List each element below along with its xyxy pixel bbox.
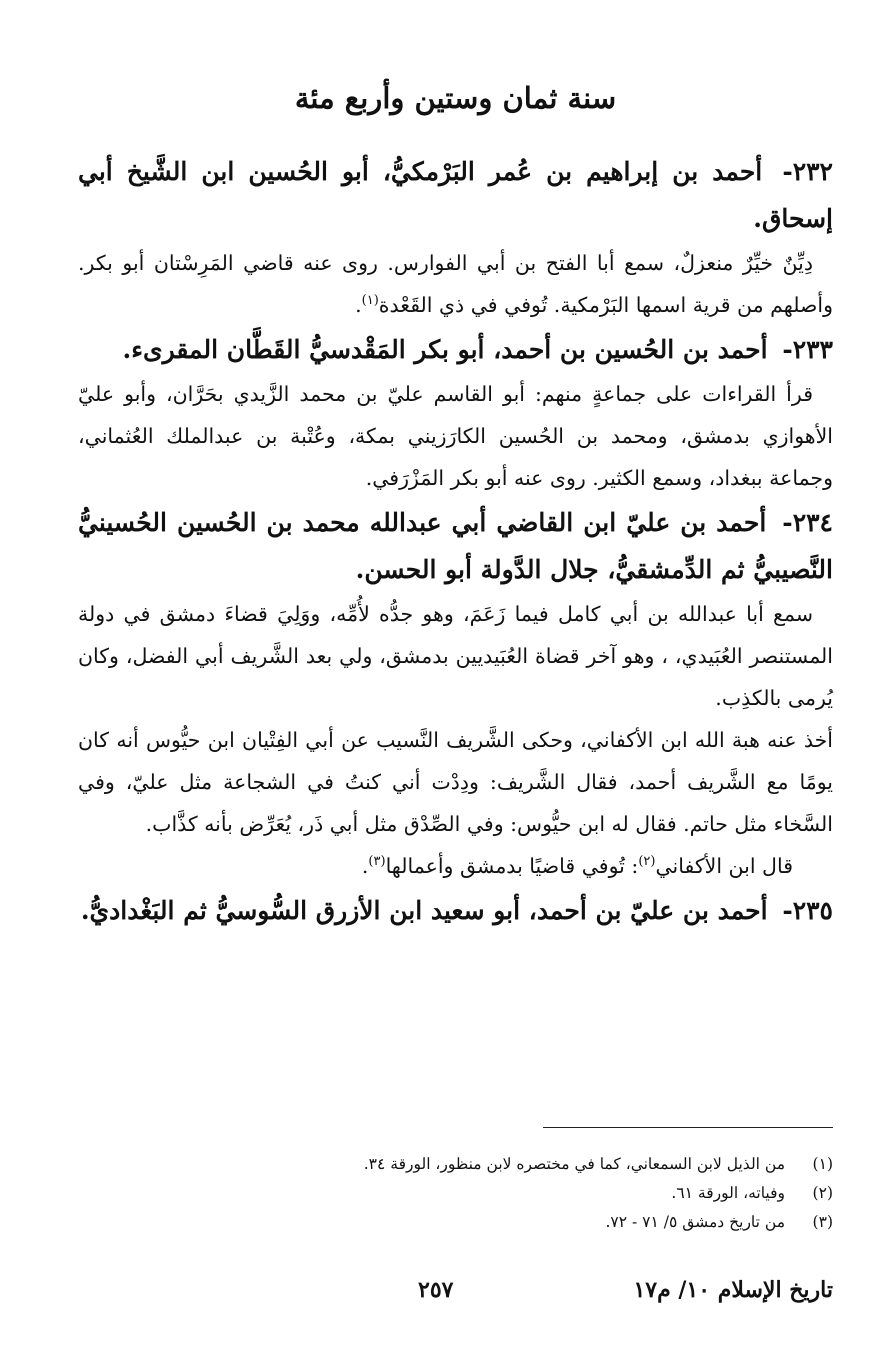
entry-number: ٢٣٢- [782,157,833,186]
entry-paragraph: سمع أبا عبدالله بن أبي كامل فيما زَعَمَ، وهو جدُّه لأُمِّه، ووَلِيَ قضاءَ دمشق في دولة المستنصر العُبَيدي، ، وهو آخر قضاة العُبَيديين بدمشق، ولي بعد الشَّريف أبي الفضل، وكان يُرمى بالكذِب. [78,602,833,710]
biography-entry-233 [78,326,833,499]
entry-title: أحمد بن الحُسين بن أحمد، أبو بكر المَقْدسيُّ القَطَّان المقرىء. [122,335,768,364]
footnote-mark: (٢) [812,1184,833,1202]
footnote-text: من الذيل لابن السمعاني، كما في مختصره لابن منظور، الورقة ٣٤. [363,1155,785,1173]
entry-number: ٢٣٣- [782,335,833,364]
page-title: سنة ثمان وستين وأربع مئة [294,81,617,115]
entry-number: ٢٣٥- [782,896,833,925]
footnote-reference[interactable]: (١) [361,293,379,309]
footnote-reference[interactable]: (٢) [638,854,656,870]
footnotes [78,1150,833,1237]
entry-paragraph: قال ابن الأكفاني$^{(٢)}$: تُوفي قاضيًا بدمشق وأعمالها$^{(٣)}$. [361,854,793,878]
entry-title: أحمد بن إبراهيم بن عُمر البَرْمكيُّ، أبو الحُسين ابن الشَّيخ أبي إسحاق. [78,157,833,233]
entry-paragraph: أخذ عنه هبة الله ابن الأكفاني، وحكى الشَّريف النَّسيب عن أبي الفِتْيان ابن حيُّوس أنه كان يومًا مع الشَّريف أحمد، فقال الشَّريف: ودِدْت أني كنتُ في الشجاعة مثل عليّ، وفي السَّخاء مثل حاتم. فقال له ابن حيُّوس: وفي الصِّدْق مثل أبي ذَر، يُعَرِّض بأنه كذَّاب. [78,728,833,836]
footnote-text: من تاريخ دمشق ٥/ ٧١ - ٧٢. [605,1213,785,1231]
entry-paragraph: دِيِّنٌ خيِّرٌ منعزلٌ، سمع أبا الفتح بن أبي الفوارس. روى عنه قاضي المَرِسْتان أبو بكر. وأصلهم من قرية اسمها البَرْمكية. تُوفي في ذي القَعْدة$^{(١)}$. [78,251,833,317]
footnote [78,1208,833,1237]
entry-heading [78,499,833,593]
entry-title: أحمد بن عليّ بن أحمد، أبو سعيد ابن الأزرق السُّوسيُّ ثم البَغْداديُّ. [80,896,768,925]
entry-heading [78,887,833,934]
footnote [78,1179,833,1208]
footnote-mark: (٣) [812,1213,833,1231]
entry-heading [78,326,833,373]
biography-entry-232 [78,148,833,326]
page-number: ٢٥٧ [418,1277,454,1303]
biography-entry-234 [78,499,833,887]
footnote-text: وفياته، الورقة ٦١. [671,1184,785,1202]
entry-paragraph: قرأ القراءات على جماعةٍ منهم: أبو القاسم عليّ بن محمد الزَّيدي بحَرَّان، وأبو عليّ الأهوازي بدمشق، ومحمد بن الحُسين الكارَزيني بمكة، وعُتْبة بن عبدالملك العُثماني، وجماعة ببغداد، وسمع الكثير. روى عنه أبو بكر المَزْرَفي. [78,382,833,490]
running-head: تاريخ الإسلام ١٠/ م١٧ [633,1277,833,1303]
page-footer [78,1270,833,1310]
footnote-divider [543,1127,833,1128]
main-text [78,148,833,934]
footnote [78,1150,833,1179]
entry-number: ٢٣٤- [782,508,833,537]
entry-heading [78,148,833,242]
footnote-mark: (١) [812,1155,833,1173]
footnote-reference[interactable]: (٣) [368,854,386,870]
book-page [78,0,833,1366]
biography-entry-235 [78,887,833,934]
entry-title: أحمد بن عليّ ابن القاضي أبي عبدالله محمد بن الحُسين الحُسينيُّ النَّصيبيُّ ثم الدِّمشقيُّ، جلال الدَّولة أبو الحسن. [78,508,833,584]
